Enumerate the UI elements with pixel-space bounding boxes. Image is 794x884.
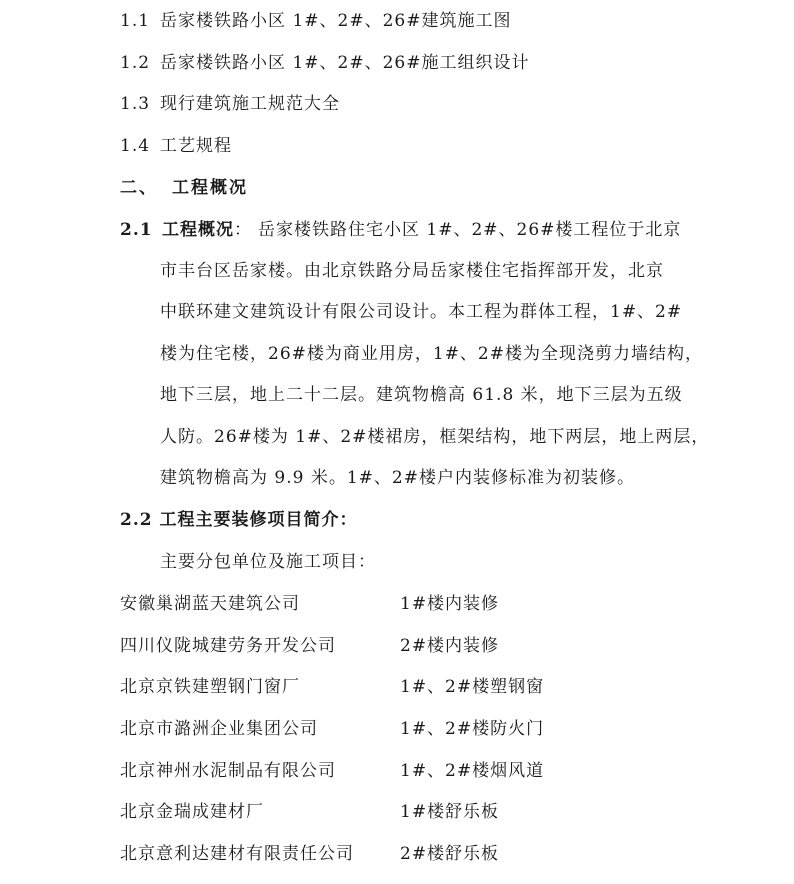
overview-line: 楼为住宅楼，26#楼为商业用房，1#、2#楼为全现浇剪力墙结构， xyxy=(160,344,703,364)
section-heading xyxy=(120,177,248,199)
overview-label: 工程概况 xyxy=(162,220,234,240)
project-item: 1#、2#楼防火门 xyxy=(400,719,545,739)
company-name: 北京意利达建材有限责任公司 xyxy=(120,844,354,864)
ref-number: 1.2 xyxy=(120,53,151,73)
overview-paragraph-head xyxy=(120,219,681,241)
ref-number: 1.3 xyxy=(120,94,151,114)
ref-item xyxy=(120,52,529,74)
project-item: 1#楼内装修 xyxy=(400,594,500,614)
ref-text: 现行建筑施工规范大全 xyxy=(160,94,341,114)
company-name: 北京京铁建塑钢门窗厂 xyxy=(120,677,300,697)
ref-item xyxy=(120,135,232,157)
overview-line: 地下三层，地上二十二层。建筑物檐高 61.8 米，地下三层为五级 xyxy=(160,385,683,405)
ref-text: 工艺规程 xyxy=(160,136,233,156)
company-name: 安徽巢湖蓝天建筑公司 xyxy=(120,594,300,614)
project-item: 2#楼舒乐板 xyxy=(400,844,500,864)
overview-number: 2.1 xyxy=(120,220,153,240)
ref-item xyxy=(120,93,340,115)
overview-first-line: 岳家楼铁路住宅小区 1#、2#、26#楼工程位于北京 xyxy=(258,220,682,240)
ref-number: 1.4 xyxy=(120,136,151,156)
ref-text: 岳家楼铁路小区 1#、2#、26#建筑施工图 xyxy=(160,11,512,31)
overview-line: 建筑物檐高为 9.9 米。1#、2#楼户内装修标准为初装修。 xyxy=(160,468,635,488)
section-title: 工程概况 xyxy=(172,178,248,198)
overview-colon: ： xyxy=(234,220,252,240)
project-item: 1#、2#楼烟风道 xyxy=(400,761,545,781)
decor-intro: 主要分包单位及施工项目： xyxy=(160,552,376,572)
ref-text: 岳家楼铁路小区 1#、2#、26#施工组织设计 xyxy=(160,53,530,73)
ref-number: 1.1 xyxy=(120,11,151,31)
decor-heading: 2.2 工程主要装修项目简介： xyxy=(120,510,358,530)
company-name: 北京市潞洲企业集团公司 xyxy=(120,719,318,739)
company-name: 四川仪陇城建劳务开发公司 xyxy=(120,636,336,656)
overview-line: 中联环建文建筑设计有限公司设计。本工程为群体工程，1#、2# xyxy=(160,302,683,322)
project-item: 1#、2#楼塑钢窗 xyxy=(400,677,545,697)
project-item: 1#楼舒乐板 xyxy=(400,802,500,822)
section-number: 二、 xyxy=(120,178,158,198)
ref-item xyxy=(120,10,511,32)
company-name: 北京金瑞成建材厂 xyxy=(120,802,264,822)
overview-line: 市丰台区岳家楼。由北京铁路分局岳家楼住宅指挥部开发，北京 xyxy=(160,261,664,281)
company-name: 北京神州水泥制品有限公司 xyxy=(120,761,336,781)
overview-line: 人防。26#楼为 1#、2#楼裙房，框架结构，地下两层，地上两层， xyxy=(160,427,710,447)
project-item: 2#楼内装修 xyxy=(400,636,500,656)
